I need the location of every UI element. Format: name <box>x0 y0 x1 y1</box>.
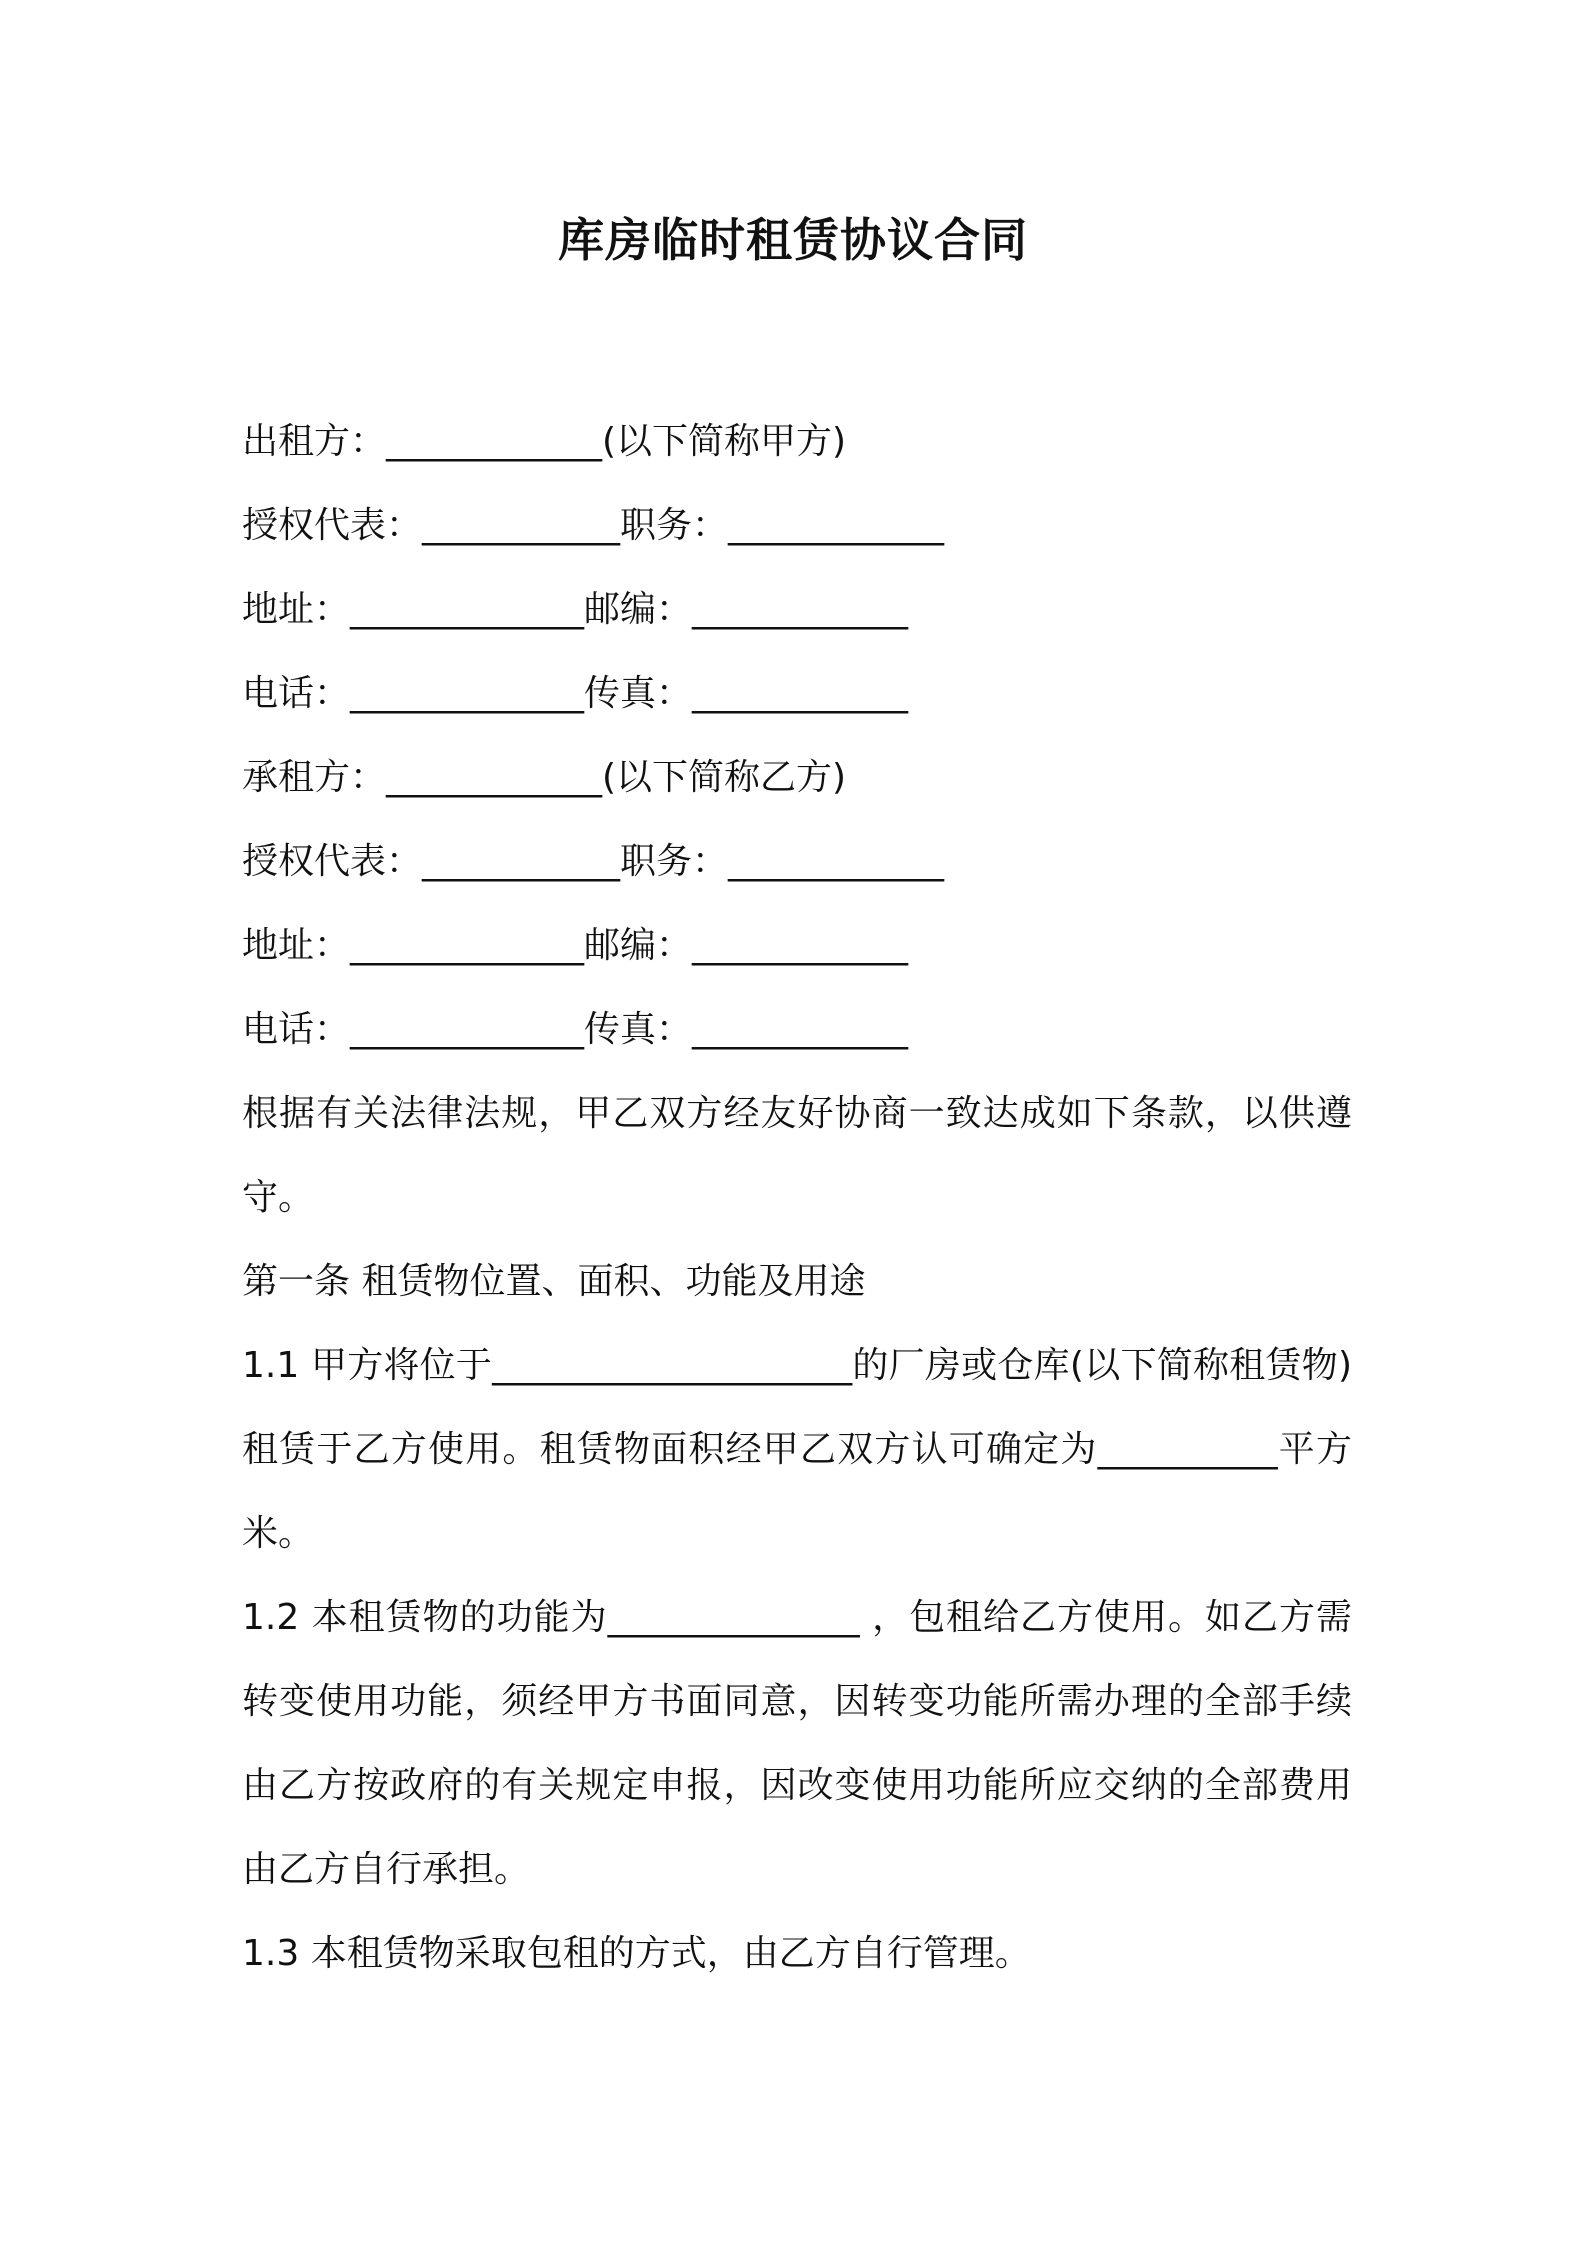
intro-paragraph: 根据有关法律法规，甲乙双方经友好协商一致达成如下条款，以供遵守。 <box>242 1093 1352 1218</box>
lessee-representative-line: 授权代表：___________职务：____________ <box>242 841 945 882</box>
article-1-heading: 第一条 租赁物位置、面积、功能及用途 <box>242 1261 866 1302</box>
clause-1-2: 1.2 本租赁物的功能为______________ ，包租给乙方使用。如乙方需转变使用功能，须经甲方书面同意，因转变功能所需办理的全部手续由乙方按政府的有关规定申报，因改变使用功能所应交纳的全部费用由乙方自行承担。 <box>242 1597 1352 1890</box>
lessee-phone-line: 电话：_____________传真：____________ <box>242 1009 909 1050</box>
lessor-line: 出租方：____________(以下简称甲方) <box>242 421 847 462</box>
clause-1-3: 1.3 本租赁物采取包租的方式，由乙方自行管理。 <box>242 1933 1031 1974</box>
lessee-address-line: 地址：_____________邮编：____________ <box>242 925 909 966</box>
lessor-address-line: 地址：_____________邮编：____________ <box>242 589 909 630</box>
document-body <box>242 400 1352 1996</box>
lessee-line: 承租方：____________(以下简称乙方) <box>242 757 847 798</box>
lessor-phone-line: 电话：_____________传真：____________ <box>242 673 909 714</box>
clause-1-1: 1.1 甲方将位于____________________的厂房或仓库(以下简称租赁物)租赁于乙方使用。租赁物面积经甲乙双方认可确定为__________平方米。 <box>242 1345 1352 1554</box>
document-title: 库房临时租赁协议合同 <box>558 213 1028 267</box>
lessor-representative-line: 授权代表：___________职务：____________ <box>242 505 945 546</box>
